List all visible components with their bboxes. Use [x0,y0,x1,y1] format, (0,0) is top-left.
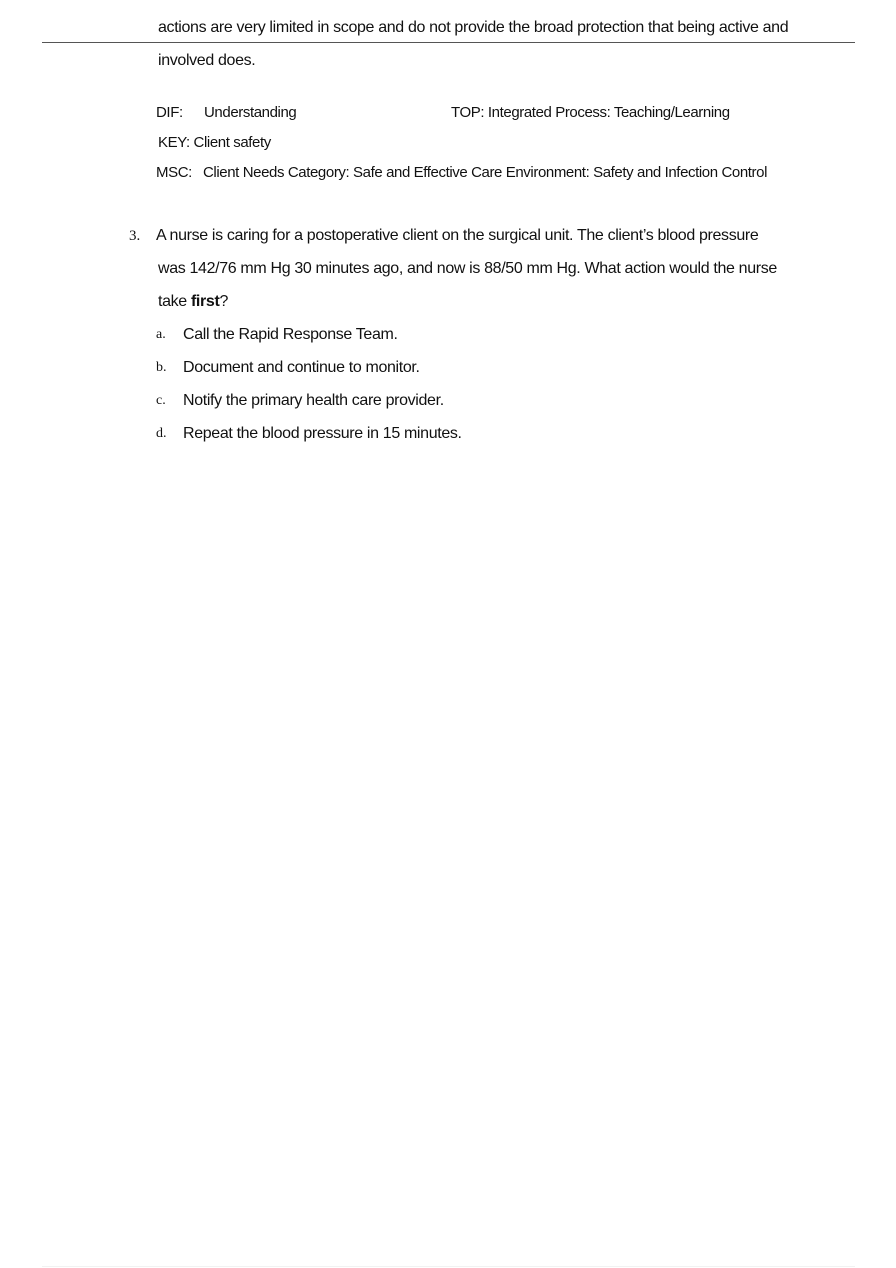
dif-label: DIF: [156,104,183,121]
emphasis-first: first [190,293,220,310]
stem-text: take [158,293,191,310]
stem-question-mark: ? [219,293,228,310]
page-bottom-edge [42,1266,855,1267]
key: KEY: Client safety [158,134,271,151]
topic: TOP: Integrated Process: Teaching/Learning [451,104,730,121]
msc-label: MSC: [156,164,192,181]
page-break-divider [42,42,855,43]
question-stem-line-2: was 142/76 mm Hg 30 minutes ago, and now is 88/50 mm Hg. What action would the nurse [158,260,777,277]
option-text: Document and continue to monitor. [183,359,420,376]
rationale-continuation-line-2: involved does. [158,52,256,69]
option-text: Notify the primary health care provider. [183,392,444,409]
question-stem-line-3 [158,293,228,311]
option-text: Call the Rapid Response Team. [183,326,398,343]
question-stem-line-1: A nurse is caring for a postoperative client on the surgical unit. The client’s blood pressure [156,227,759,244]
option-letter: c. [156,393,166,408]
msc-value: Client Needs Category: Safe and Effective Care Environment: Safety and Infection Control [203,164,768,181]
option-letter: d. [156,426,167,441]
option-text: Repeat the blood pressure in 15 minutes. [183,425,462,442]
option-letter: b. [156,360,167,375]
option-letter: a. [156,327,166,342]
rationale-continuation-line-1: actions are very limited in scope and do not provide the broad protection that being active and [158,19,789,36]
dif-value: Understanding [204,104,297,121]
question-number: 3. [129,228,141,244]
